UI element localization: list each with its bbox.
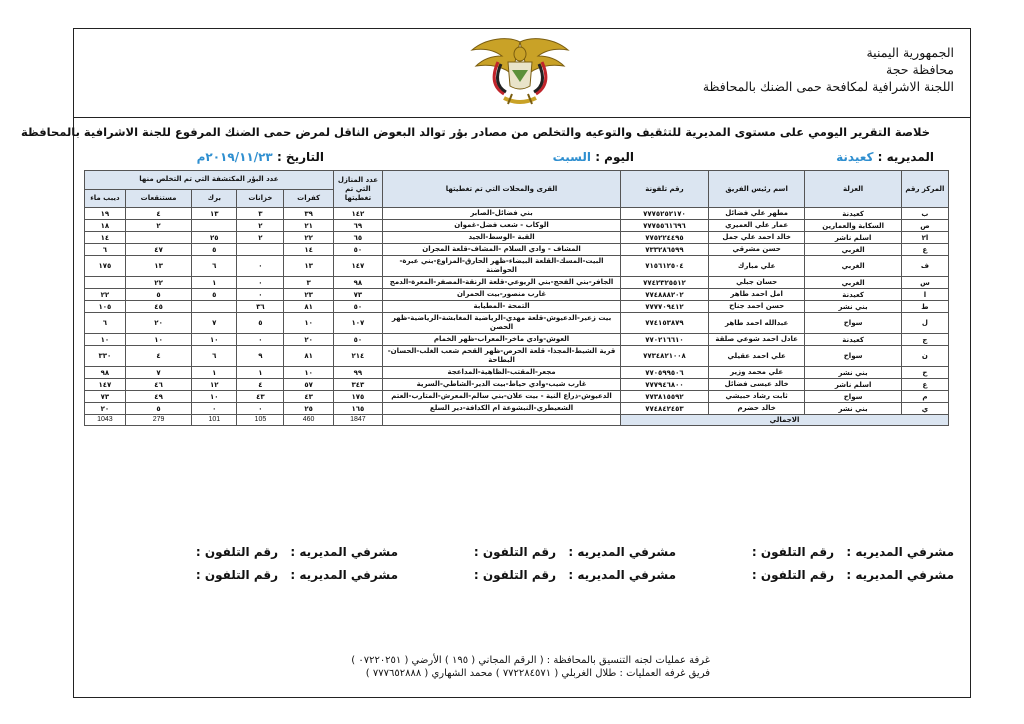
phone-label-2c: رقم التلفون :: [195, 568, 278, 582]
cell-villages: العوش-وادي ماخر-المعراب-ظهر الخمام: [383, 334, 621, 346]
cell-leader: خالد حضرم: [708, 403, 804, 415]
day-info: [553, 150, 634, 164]
cell-houses: ٦٩: [333, 220, 382, 232]
cell-drains: ١٨: [85, 220, 126, 232]
table-row: [85, 367, 949, 379]
cell-tanks: ٠: [237, 403, 284, 415]
report-title: خلاصة التقرير اليومي على مستوى المديرية للتثقيف والتوعيه والتخلص من مصادر بؤر توالد البعوض الناقل لمرض حمى الضنك المرفوع للجنة الاشرافية بالمحافظة: [20, 125, 930, 139]
table-row: [85, 220, 949, 232]
header-center: المركز رقم: [901, 171, 948, 208]
district-value: كعيدنة: [836, 150, 874, 164]
cell-villages: الشعيطري-النبشوعة ام الكدافة-دير السلع: [383, 403, 621, 415]
cell-tanks: ١: [237, 367, 284, 379]
table-row: [85, 232, 949, 244]
cell-houses: ٣٤٣: [333, 379, 382, 391]
cell-houses: ١٤٢: [333, 208, 382, 220]
cell-phone: ٧٧٤١٥٣٨٧٩: [621, 313, 709, 334]
cell-cisterns: ٥: [125, 289, 191, 301]
cell-villages: القبة -الوسط-الجيد: [383, 232, 621, 244]
totals-tanks: 105: [237, 415, 284, 426]
cell-phone: ٧٧٥٢٢٤٤٩٥: [621, 232, 709, 244]
cell-tanks: ٢: [237, 232, 284, 244]
cell-leader: خالد احمد علي جمل: [708, 232, 804, 244]
cell-phone: ٧٧٧٩٤٦٨٠٠: [621, 379, 709, 391]
cell-houses: ٥٠: [333, 301, 382, 313]
cell-cisterns: ٤: [125, 208, 191, 220]
cell-area: اسلم ناشر: [805, 232, 901, 244]
header-breeding-sites-group: عدد البؤر المكتشفة التي تم التخلص منها: [85, 171, 334, 190]
table-row: [85, 289, 949, 301]
cell-center: ط: [901, 301, 948, 313]
cell-leader: ثابت رشاد حبيشي: [708, 391, 804, 403]
letterhead-country: الجمهورية اليمنية: [866, 45, 954, 60]
cell-center: ي: [901, 403, 948, 415]
header-villages: القرى والمحلات التي تم تغطيتها: [383, 171, 621, 208]
cell-drains: ٣٣٠: [85, 346, 126, 367]
cell-tanks: ٢: [237, 220, 284, 232]
day-value: السبت: [552, 150, 591, 164]
header-tanks: خزانات: [237, 189, 284, 208]
table-row: [85, 391, 949, 403]
cell-villages: البيت-المسك-القلعة البيضاء-ظهر الحارق-المزاوع-بني عبرة-الحواضنة: [383, 256, 621, 277]
cell-barrels: ٥٧: [284, 379, 333, 391]
cell-tanks: ٠: [237, 277, 284, 289]
cell-cisterns: ١٣: [125, 256, 191, 277]
cell-area: اسلم ناشر: [805, 379, 901, 391]
cell-tanks: [237, 244, 284, 256]
header-ponds: برك: [192, 189, 237, 208]
totals-ponds: 101: [192, 415, 237, 426]
cell-leader: علي محمد وزير: [708, 367, 804, 379]
cell-cisterns: ٥: [125, 403, 191, 415]
cell-phone: ٧٧٧٧٠٩٤١٢: [621, 301, 709, 313]
cell-cisterns: [125, 232, 191, 244]
header-phone: رقم تلفونة: [621, 171, 709, 208]
table-row: [85, 379, 949, 391]
totals-drains: 1043: [85, 415, 126, 426]
cell-phone: ٧٧٧٥٥٦١٦٩٦: [621, 220, 709, 232]
cell-drains: ١٤: [85, 232, 126, 244]
cell-villages: المشاف - وادي السلام -المشاف-قلعة المجران: [383, 244, 621, 256]
cell-ponds: ١٢: [192, 379, 237, 391]
report-table: [84, 170, 949, 426]
cell-cisterns: ٤: [125, 346, 191, 367]
cell-barrels: ١٣: [284, 256, 333, 277]
cell-villages: مجعر-المقتب-الظاهية-المداعجة: [383, 367, 621, 379]
cell-ponds: ١: [192, 277, 237, 289]
cell-tanks: ٣: [237, 208, 284, 220]
yemen-eagle-emblem-icon: [468, 34, 572, 112]
cell-ponds: ١٠: [192, 391, 237, 403]
cell-ponds: [192, 301, 237, 313]
phone-label-2a: رقم التلفون :: [751, 568, 834, 582]
cell-cisterns: ٢٠: [125, 313, 191, 334]
cell-phone: ٧١٥٦١٢٥٠٤: [621, 256, 709, 277]
cell-villages: بيت زعير-الدعيوش-قلعة مهدي-الرياضية المغابشة-الرياضية-ظهر الحصن: [383, 313, 621, 334]
header-houses: عدد المنازل التي تم تغطيتها: [333, 171, 382, 208]
cell-leader: عادل احمد شوعي صلقة: [708, 334, 804, 346]
table-row: [85, 277, 949, 289]
header-barrels: كفرات: [284, 189, 333, 208]
cell-area: سواح: [805, 391, 901, 403]
cell-ponds: ٥: [192, 244, 237, 256]
cell-phone: ٧٧٤٨٤٢٤٥٣: [621, 403, 709, 415]
cell-area: بني نشر: [805, 301, 901, 313]
district-label: المديريه :: [877, 150, 934, 164]
cell-villages: الوكاب - شعب فضل-غموان: [383, 220, 621, 232]
cell-ponds: ٢٥: [192, 232, 237, 244]
supervisor-label-2c: مشرفي المديريه :: [290, 568, 398, 582]
cell-villages: غارب شيب-وادي حياط-بيت الدير-الشاطي-السرية: [383, 379, 621, 391]
cell-ponds: ١: [192, 367, 237, 379]
cell-ponds: ٥: [192, 289, 237, 301]
cell-villages: غارب منصور-بيت الحمران: [383, 289, 621, 301]
cell-barrels: ٨١: [284, 301, 333, 313]
cell-cisterns: ٢: [125, 220, 191, 232]
cell-leader: علي احمد عقيلي: [708, 346, 804, 367]
cell-leader: عمار علي العميري: [708, 220, 804, 232]
cell-area: بني نشر: [805, 403, 901, 415]
supervisor-label-1c: مشرفي المديريه :: [290, 545, 398, 559]
phone-label-1b: رقم التلفون :: [473, 545, 556, 559]
cell-villages: الجافر-بني الفحج-بني الريوعي-قلعة الرنقة-المصفر-المعرة-الدمج: [383, 277, 621, 289]
cell-cisterns: ٧: [125, 367, 191, 379]
letterhead: [703, 44, 954, 95]
cell-villages: الدعيوش-ذراع النية - بيت علان-بني سالم-المعرش-المتارب-العتم: [383, 391, 621, 403]
cell-drains: ٩٨: [85, 367, 126, 379]
cell-drains: ٧٣: [85, 391, 126, 403]
cell-villages: التمحة -المطيابة: [383, 301, 621, 313]
supervisor-label-2a: مشرفي المديريه :: [846, 568, 954, 582]
cell-villages: بني فضائل-الصابر: [383, 208, 621, 220]
cell-drains: ٦: [85, 313, 126, 334]
cell-cisterns: ٢٢: [125, 277, 191, 289]
cell-ponds: ٦: [192, 256, 237, 277]
date-info: [197, 150, 324, 164]
header-cisterns: مستنقعات: [125, 189, 191, 208]
letterhead-governorate: محافظة حجة: [886, 62, 954, 77]
cell-center: ع: [901, 379, 948, 391]
cell-leader: حسن مشرقي: [708, 244, 804, 256]
cell-center: ل: [901, 313, 948, 334]
cell-ponds: ٦: [192, 346, 237, 367]
cell-drains: ٢٠: [85, 403, 126, 415]
cell-drains: ١٤٧: [85, 379, 126, 391]
cell-center: ن: [901, 346, 948, 367]
cell-houses: ٩٨: [333, 277, 382, 289]
table-row: [85, 346, 949, 367]
cell-barrels: ٣: [284, 277, 333, 289]
cell-barrels: ٢٣: [284, 289, 333, 301]
table-row: [85, 256, 949, 277]
cell-cisterns: ٤٦: [125, 379, 191, 391]
table-row: [85, 403, 949, 415]
cell-leader: مطهر علي فضائل: [708, 208, 804, 220]
cell-barrels: ٤٣: [284, 391, 333, 403]
cell-houses: ٥٠: [333, 334, 382, 346]
cell-leader: امل احمد طاهر: [708, 289, 804, 301]
cell-barrels: ٢٢: [284, 232, 333, 244]
day-label: اليوم :: [595, 150, 634, 164]
cell-phone: ٧٧٤٨٨٨٢٠٢: [621, 289, 709, 301]
cell-barrels: ٢١: [284, 220, 333, 232]
cell-area: كعيدنة: [805, 334, 901, 346]
cell-tanks: ٠: [237, 334, 284, 346]
cell-tanks: ٤٣: [237, 391, 284, 403]
footer-ops-room: غرفة عمليات لجنه التنسيق بالمحافظة : ( الرقم المجاني ( ١٩٥ ) الأرضي ( ٠٧٢٢٠٢٥١ ): [351, 655, 710, 666]
cell-barrels: ١٠: [284, 313, 333, 334]
cell-ponds: ١٣: [192, 208, 237, 220]
cell-area: سواح: [805, 313, 901, 334]
supervisor-label-1b: مشرفي المديريه :: [568, 545, 676, 559]
cell-houses: ٩٩: [333, 367, 382, 379]
cell-center: ج: [901, 334, 948, 346]
table-body: [85, 208, 949, 415]
cell-houses: ١٤٧: [333, 256, 382, 277]
letterhead-committee: اللجنة الاشرافية لمكافحة حمى الضنك بالمحافظة: [702, 79, 954, 94]
cell-center: م: [901, 391, 948, 403]
table-row: [85, 313, 949, 334]
cell-phone: ٧٧٣٨١٥٥٩٢: [621, 391, 709, 403]
header-divider: [73, 117, 971, 118]
footer-contacts: [340, 654, 710, 680]
cell-phone: ٧٧٤٢٣٢٥٥١٢: [621, 277, 709, 289]
cell-drains: ١٠٥: [85, 301, 126, 313]
cell-area: الغربي: [805, 244, 901, 256]
cell-leader: خالد عيسى فضائل: [708, 379, 804, 391]
phone-label-1c: رقم التلفون :: [195, 545, 278, 559]
cell-cisterns: ٤٧: [125, 244, 191, 256]
cell-area: كعيدنة: [805, 289, 901, 301]
cell-leader: حسان جبلي: [708, 277, 804, 289]
supervisor-label-1a: مشرفي المديريه :: [846, 545, 954, 559]
cell-center: ح: [901, 367, 948, 379]
cell-area: كعيدنة: [805, 208, 901, 220]
cell-houses: ٢١٤: [333, 346, 382, 367]
cell-barrels: ٣٩: [284, 208, 333, 220]
cell-area: السكابة والعمارين: [805, 220, 901, 232]
totals-houses: 1847: [333, 415, 382, 426]
table-row: [85, 208, 949, 220]
cell-center: ع: [901, 244, 948, 256]
totals-cisterns: 279: [125, 415, 191, 426]
cell-barrels: ٢٥: [284, 403, 333, 415]
cell-drains: ١٩: [85, 208, 126, 220]
cell-area: الغربي: [805, 277, 901, 289]
cell-center: ص: [901, 220, 948, 232]
table-row: [85, 244, 949, 256]
cell-phone: ٧٣٣٢٨٦٥٩٩: [621, 244, 709, 256]
cell-drains: ١٧٥: [85, 256, 126, 277]
cell-houses: ٧٣: [333, 289, 382, 301]
cell-area: سواح: [805, 346, 901, 367]
cell-leader: علي مبارك: [708, 256, 804, 277]
cell-houses: ٥٠: [333, 244, 382, 256]
cell-phone: ٧٧٣٤٨٢١٠٠٨: [621, 346, 709, 367]
cell-area: الغربي: [805, 256, 901, 277]
cell-houses: ١٦٥: [333, 403, 382, 415]
cell-cisterns: ٤٥: [125, 301, 191, 313]
cell-tanks: ٥: [237, 313, 284, 334]
cell-phone: ٧٧٠٥٩٩٥٠٦: [621, 367, 709, 379]
cell-drains: ٦: [85, 244, 126, 256]
cell-tanks: ٠: [237, 256, 284, 277]
totals-barrels: 460: [284, 415, 333, 426]
footer-ops-team: فريق غرفه العمليات : طلال الغربلي ( ٧٧٢٢٨٤٥٧١ ) محمد الشهاري ( ٧٧٧٦٥٢٨٨٨ ): [365, 668, 710, 679]
cell-drains: ٢٢: [85, 289, 126, 301]
cell-houses: ١٠٧: [333, 313, 382, 334]
totals-label: الاجمالي: [621, 415, 949, 426]
cell-barrels: ١٠: [284, 367, 333, 379]
supervisor-label-2b: مشرفي المديريه :: [568, 568, 676, 582]
cell-center: ا: [901, 289, 948, 301]
cell-drains: [85, 277, 126, 289]
cell-tanks: ٣٦: [237, 301, 284, 313]
date-value: ٢٠١٩/١١/٢٣م: [196, 150, 273, 164]
totals-spacer: [383, 415, 621, 426]
cell-tanks: ٤: [237, 379, 284, 391]
phone-label-1a: رقم التلفون :: [751, 545, 834, 559]
header-drains: ديبب ماء: [85, 189, 126, 208]
cell-villages: قرية الشيط-المجذا- قلعة الحرص-ظهر القحم شعب الغلب-الحسان-البطاحة: [383, 346, 621, 367]
cell-ponds: ٧: [192, 313, 237, 334]
cell-center: ا٢: [901, 232, 948, 244]
totals-row: [85, 415, 949, 426]
cell-houses: ٦٥: [333, 232, 382, 244]
table-row: [85, 334, 949, 346]
cell-center: ف: [901, 256, 948, 277]
district-info: [836, 150, 934, 164]
cell-ponds: ٠: [192, 403, 237, 415]
table-row: [85, 301, 949, 313]
cell-cisterns: ٤٩: [125, 391, 191, 403]
cell-ponds: ١٠: [192, 334, 237, 346]
cell-area: بني نشر: [805, 367, 901, 379]
cell-cisterns: ١٠: [125, 334, 191, 346]
cell-barrels: ١٤: [284, 244, 333, 256]
header-leader: اسم رئيس الفريق: [708, 171, 804, 208]
cell-tanks: ٠: [237, 289, 284, 301]
cell-phone: ٧٧٠٢١٦٦١٠: [621, 334, 709, 346]
cell-leader: حسن احمد جناح: [708, 301, 804, 313]
phone-label-2b: رقم التلفون :: [473, 568, 556, 582]
cell-leader: عبدالله احمد طاهر: [708, 313, 804, 334]
cell-ponds: [192, 220, 237, 232]
cell-drains: ١٠: [85, 334, 126, 346]
cell-phone: ٧٧٧٥٢٥٢١٧٠: [621, 208, 709, 220]
cell-barrels: ٢٠: [284, 334, 333, 346]
header-area: العزلة: [805, 171, 901, 208]
date-label: التاريخ :: [276, 150, 324, 164]
cell-tanks: ٩: [237, 346, 284, 367]
cell-barrels: ٨١: [284, 346, 333, 367]
cell-houses: ١٧٥: [333, 391, 382, 403]
cell-center: ب: [901, 208, 948, 220]
cell-center: س: [901, 277, 948, 289]
